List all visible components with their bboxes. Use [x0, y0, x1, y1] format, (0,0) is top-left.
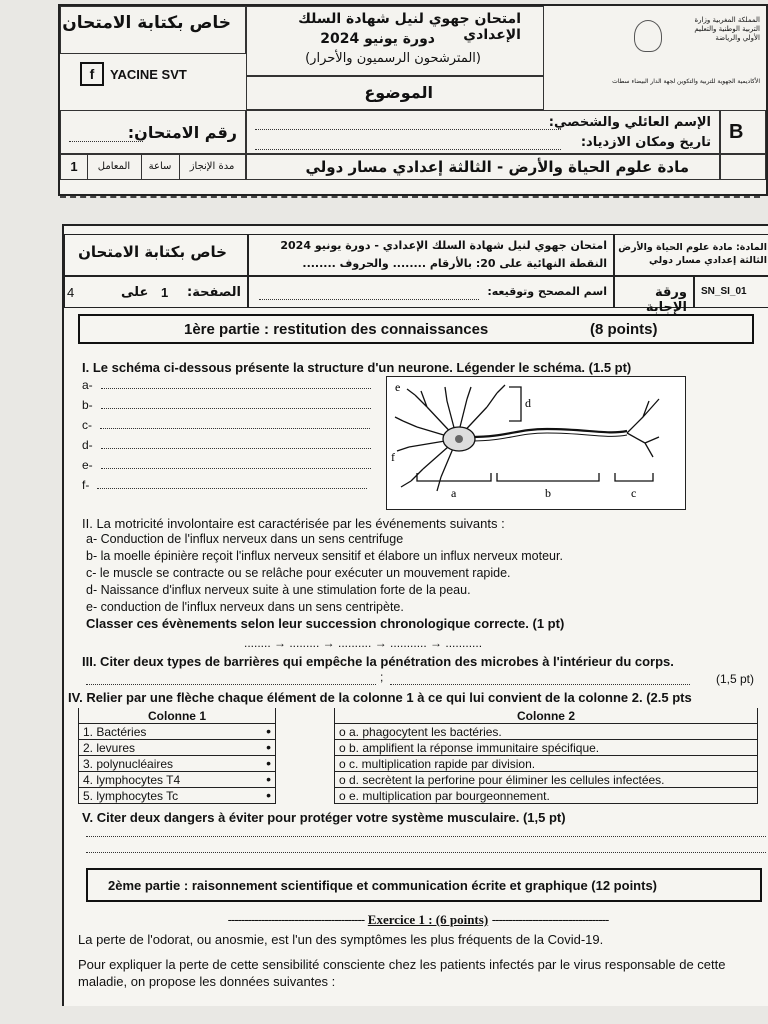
letter-box: B: [720, 110, 766, 154]
q5-text: V. Citer deux dangers à éviter pour protéger votre système musculaire. (1,5 pt): [82, 810, 566, 825]
exam-title-2: امتحان جهوي لنيل شهادة السلك الإعدادي - دورة يونيو 2024 النقطة النهائية على 20: بالأرقام ........ والحروف ........: [248, 234, 614, 276]
col1-item[interactable]: 2. levures •: [79, 740, 276, 756]
ministry-logo-block: المملكة المغربية وزارة التربية الوطنية والتعليم الأولي والرياضة الأكاديمية الجهوية للتربية والتكوين لجهة الدار البيضاء سطات: [612, 16, 760, 85]
svg-text:f: f: [391, 450, 395, 464]
exam-number-box: رقم الامتحان:: [60, 110, 246, 154]
svg-text:e: e: [395, 380, 401, 394]
ex1-p1: La perte de l'odorat, ou anosmie, est l'un des symptômes les plus fréquents de la Covid-19.: [78, 932, 604, 947]
answer-sheet: خاص بكتابة الامتحان امتحان جهوي لنيل شهادة السلك الإعدادي - دورة يونيو 2024 النقطة النهائية على 20: بالأرقام ........ والحروف ........ المادة: مادة علوم الحياة والأرض الثالثة إعدادي مسار دولي الصفحة: 1 على 4 اسم المصحح وتوقيعه: ورقة الإجابة SN_SI_01 1ère partie : restitution des connaissances (8 points) I. Le schéma ci-dessous présente la structure d'un neurone. Légender le schéma. (1.5 pt) a- b- c- d- e- f- e d f a b c II. La motricité involontaire est caractérisée par les événements suivants : a- Conduction de l'influx nerveux dans un sens centrifuge b- la moelle épinière reçoit l'influx nerveux sensitif et élabore un influx nerveux moteur. c- le muscle se contracte ou se relâche pour exécuter un mouvement rapide. d- Naissance d'influx nerveux suite à une stimulation forte de la peau. e- conduction de l'influx nerveux dans un sens centripète. Classer ces évènements selon leur succession chronologique correcte. (1 pt) ........ → ......... → .......... → ........... → ........... III. Citer deux types de barrières qui empêche la pénétration des microbes à l'intérieur du corps. ; (1,5 pt) IV. Relier par une flèche chaque élément de la colonne 1 à ce qui lui convient de la colonne 2. (2.5 pts Colonne 1 1. Bactéries • 2. levures • 3. polynucléaires • 4. lymphocytes T4 • 5. lymphocytes Tc • Colonne 2 o a. phagocytent les bactéries. o b. amplifient la réponse immunitaire spécifique. o c. multiplication rapide par division. o d. secrètent la perforine pour éliminer les cellules infectées. o e. multiplication par bourgeonnement. V. Citer deux dangers à éviter pour protéger votre système musculaire. (1,5 pt) 2ème partie : raisonnement scientifique et communication écrite et graphique (12 points) ----------------------------------------- Exercice 1 : (6 points) ----------------------------------- La perte de l'odorat, ou anosmie, est l'un des symptômes les plus fréquents de la Covid-19. Pour expliquer la perte de cette sensibilité consciente chez les patients infectés par le virus responsable de cette maladie, on propose les données suivantes :: [62, 224, 768, 1006]
part1-banner: 1ère partie : restitution des connaissances (8 points): [78, 314, 754, 344]
corrector-box: اسم المصحح وتوقيعه:: [248, 276, 614, 308]
q2-item: e- conduction de l'influx nerveux dans un sens centripète.: [86, 600, 404, 614]
col1-item[interactable]: 4. lymphocytes T4 •: [79, 772, 276, 788]
code-box: SN_SI_01: [694, 276, 768, 308]
neuron-svg: [387, 377, 685, 509]
col1-table: Colonne 1 1. Bactéries • 2. levures • 3. polynucléaires • 4. lymphocytes T4 • 5. lymphocytes Tc •: [78, 708, 276, 804]
label-line-3[interactable]: d-: [82, 438, 371, 452]
col2-item[interactable]: o a. phagocytent les bactéries.: [335, 724, 758, 740]
subject-code-cell: [720, 154, 766, 180]
label-line-2[interactable]: c-: [82, 418, 370, 432]
svg-text:a: a: [451, 486, 457, 500]
label-line-4[interactable]: e-: [82, 458, 371, 472]
col2-item[interactable]: o b. amplifient la réponse immunitaire spécifique.: [335, 740, 758, 756]
label-line-5[interactable]: f-: [82, 478, 367, 492]
cut-line: [60, 196, 760, 198]
q2-item: a- Conduction de l'influx nerveux dans un sens centrifuge: [86, 532, 404, 546]
emblem-icon: [634, 20, 662, 52]
q3-line-2[interactable]: [390, 684, 690, 685]
col1-item[interactable]: 5. lymphocytes Tc •: [79, 788, 276, 804]
ex1-p2: Pour expliquer la perte de cette sensibilité consciente chez les patients infectés par le virus responsable de cette maladie, on propose les données suivantes :: [78, 957, 726, 989]
subject-box-2: المادة: مادة علوم الحياة والأرض الثالثة إعدادي مسار دولي: [614, 234, 768, 276]
page-indicator: الصفحة: 1 على 4: [64, 276, 248, 308]
q4-text: IV. Relier par une flèche chaque élément de la colonne 1 à ce qui lui convient de la colonne 2. (2.5 pts: [68, 690, 692, 705]
reserved-box-2: خاص بكتابة الامتحان: [64, 234, 248, 276]
subject-label-box: الموضوع: [246, 76, 544, 110]
q5-line-1[interactable]: [86, 836, 766, 837]
col2-item[interactable]: o e. multiplication par bourgeonnement.: [335, 788, 758, 804]
col1-item[interactable]: 1. Bactéries •: [79, 724, 276, 740]
subject-box: مادة علوم الحياة والأرض - الثالثة إعدادي مسار دولي: [246, 154, 720, 180]
q2-item: b- la moelle épinière reçoit l'influx nerveux sensitif et élabore un influx nerveux moteur.: [86, 549, 563, 563]
label-line-0[interactable]: a-: [82, 378, 371, 392]
svg-text:b: b: [545, 486, 551, 500]
q2-instruction: Classer ces évènements selon leur succession chronologique correcte. (1 pt): [86, 616, 565, 631]
svg-text:d: d: [525, 396, 531, 410]
ex1-title-row: ----------------------------------------- Exercice 1 : (6 points) -----------------------------------: [227, 912, 609, 927]
exam-title-box: امتحان جهوي لنيل شهادة السلك الإعدادي دورة يونيو 2024 (المترشحون الرسميون والأحرار): [246, 6, 544, 76]
watermark: f YACINE SVT: [80, 62, 187, 86]
ex1-title: Exercice 1 : (6 points): [367, 912, 489, 927]
candidate-info-box: الإسم العائلي والشخصي: تاريخ ومكان الازدياد:: [246, 110, 720, 154]
col2-table: Colonne 2 o a. phagocytent les bactéries. o b. amplifient la réponse immunitaire spécifique. o c. multiplication rapide par division. o d. secrètent la perforine pour éliminer les cellules infectées. o e. multiplication par bourgeonnement.: [334, 708, 758, 804]
col1-item[interactable]: 3. polynucléaires •: [79, 756, 276, 772]
q5-line-2[interactable]: [86, 852, 766, 853]
q3-line-1[interactable]: [86, 684, 376, 685]
q2-sequence: ........ → ......... → .......... → ........... → ...........: [244, 636, 483, 650]
reserved-box: [60, 6, 246, 54]
q2-intro: II. La motricité involontaire est caractérisée par les événements suivants :: [82, 516, 505, 531]
q3-text: III. Citer deux types de barrières qui empêche la pénétration des microbes à l'intérieur du corps.: [82, 654, 674, 669]
q2-item: c- le muscle se contracte ou se relâche pour exécuter un mouvement rapide.: [86, 566, 511, 580]
q2-item: d- Naissance d'influx nerveux suite à une stimulation forte de la peau.: [86, 583, 471, 597]
neuron-diagram: [386, 376, 686, 510]
answer-sheet-label: ورقة الإجابة: [614, 276, 694, 308]
part2-banner: 2ème partie : raisonnement scientifique et communication écrite et graphique (12 points): [86, 868, 762, 902]
duration-box: 1 المعامل ساعة مدة الإنجاز: [60, 154, 246, 180]
facebook-icon: f: [80, 62, 104, 86]
svg-text:c: c: [631, 486, 637, 500]
col2-item[interactable]: o c. multiplication rapide par division.: [335, 756, 758, 772]
col2-item[interactable]: o d. secrètent la perforine pour éliminer les cellules infectées.: [335, 772, 758, 788]
top-exam-sheet: [58, 4, 768, 196]
reserved-label: خاص بكتابة الامتحان: [62, 13, 231, 33]
label-line-1[interactable]: b-: [82, 398, 371, 412]
q1-text: I. Le schéma ci-dessous présente la structure d'un neurone. Légender le schéma. (1.5 pt): [82, 360, 632, 375]
